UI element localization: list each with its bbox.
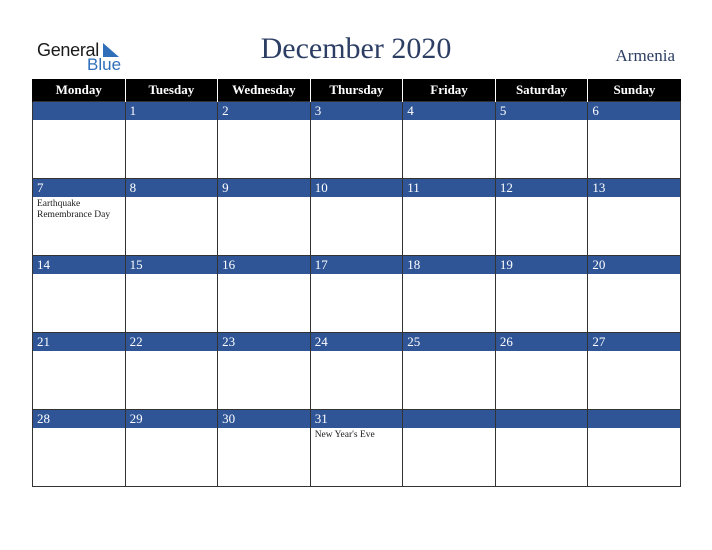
- day-number: 7: [33, 179, 125, 197]
- holiday-label: [218, 197, 310, 199]
- day-cell: [310, 410, 403, 487]
- holiday-label: [588, 351, 680, 353]
- holiday-label: [403, 120, 495, 122]
- day-number: 4: [403, 102, 495, 120]
- day-cell: [310, 179, 403, 256]
- holiday-label: [33, 274, 125, 276]
- day-cell: [125, 410, 218, 487]
- day-cell: [588, 256, 681, 333]
- holiday-label: [496, 197, 588, 199]
- weekday-header: Friday: [403, 79, 496, 102]
- day-number: 5: [496, 102, 588, 120]
- day-number: 11: [403, 179, 495, 197]
- day-cell: [125, 179, 218, 256]
- day-cell: [33, 179, 126, 256]
- day-cell: [495, 333, 588, 410]
- day-cell: [403, 256, 496, 333]
- holiday-label: [588, 274, 680, 276]
- day-number: 17: [311, 256, 403, 274]
- day-number: [588, 410, 680, 428]
- holiday-label: [126, 120, 218, 122]
- day-number: 27: [588, 333, 680, 351]
- day-cell: [495, 256, 588, 333]
- day-cell: [403, 333, 496, 410]
- day-cell: [588, 179, 681, 256]
- day-number: 14: [33, 256, 125, 274]
- day-cell: [588, 333, 681, 410]
- day-cell: [588, 102, 681, 179]
- day-cell: [125, 333, 218, 410]
- day-cell: [218, 333, 311, 410]
- month-calendar: [32, 79, 681, 487]
- holiday-label: [33, 120, 125, 122]
- week-row: [33, 256, 681, 333]
- day-cell: [495, 102, 588, 179]
- page-title: December 2020: [260, 32, 452, 65]
- day-cell: [33, 256, 126, 333]
- day-number: 6: [588, 102, 680, 120]
- day-cell: [33, 333, 126, 410]
- weekday-header: Thursday: [310, 79, 403, 102]
- holiday-label: [311, 120, 403, 122]
- holiday-label: [218, 428, 310, 430]
- logo-text-blue: Blue: [87, 55, 122, 74]
- holiday-label: [496, 428, 588, 430]
- day-cell: [33, 102, 126, 179]
- holiday-label: [126, 351, 218, 353]
- weekday-header: Saturday: [495, 79, 588, 102]
- day-cell: [125, 256, 218, 333]
- weekday-header: Tuesday: [125, 79, 218, 102]
- holiday-label: [218, 351, 310, 353]
- country-label: Armenia: [615, 46, 675, 65]
- day-number: 26: [496, 333, 588, 351]
- holiday-label: [496, 351, 588, 353]
- day-number: 30: [218, 410, 310, 428]
- day-number: 9: [218, 179, 310, 197]
- day-cell: [310, 256, 403, 333]
- weekday-header: Monday: [33, 79, 126, 102]
- day-number: 1: [126, 102, 218, 120]
- day-number: 24: [311, 333, 403, 351]
- holiday-label: [588, 120, 680, 122]
- holiday-label: New Year's Eve: [314, 430, 375, 440]
- weekday-header: Wednesday: [218, 79, 311, 102]
- holiday-label: [588, 428, 680, 430]
- day-number: [496, 410, 588, 428]
- week-row: [33, 410, 681, 487]
- weekday-header: Sunday: [588, 79, 681, 102]
- holiday-label: [311, 274, 403, 276]
- week-row: [33, 333, 681, 410]
- holiday-label: [311, 351, 403, 353]
- holiday-label: [496, 120, 588, 122]
- day-cell: [310, 102, 403, 179]
- day-cell: [403, 179, 496, 256]
- holiday-label: [218, 274, 310, 276]
- day-number: 3: [311, 102, 403, 120]
- logo-text-general: General: [37, 40, 99, 60]
- day-cell: [218, 410, 311, 487]
- day-cell: [588, 410, 681, 487]
- holiday-label: [403, 351, 495, 353]
- week-row: [33, 102, 681, 179]
- day-number: 2: [218, 102, 310, 120]
- day-number: 10: [311, 179, 403, 197]
- day-cell: [403, 102, 496, 179]
- day-cell: [33, 410, 126, 487]
- day-cell: [218, 102, 311, 179]
- day-number: 12: [496, 179, 588, 197]
- holiday-label: [33, 351, 125, 353]
- weekday-header-row: [33, 79, 681, 102]
- day-number: 13: [588, 179, 680, 197]
- day-cell: [310, 333, 403, 410]
- day-number: 29: [126, 410, 218, 428]
- day-number: 22: [126, 333, 218, 351]
- day-number: 18: [403, 256, 495, 274]
- holiday-label: [126, 428, 218, 430]
- day-cell: [495, 410, 588, 487]
- day-cell: [218, 256, 311, 333]
- day-number: 31: [311, 410, 403, 428]
- day-cell: [218, 179, 311, 256]
- day-number: 8: [126, 179, 218, 197]
- holiday-label: [311, 197, 403, 199]
- day-number: [403, 410, 495, 428]
- day-number: 19: [496, 256, 588, 274]
- holiday-label: [33, 428, 125, 430]
- holiday-label: Earthquake Remembrance Day: [37, 199, 111, 220]
- day-number: [33, 102, 125, 120]
- day-cell: [403, 410, 496, 487]
- day-number: 25: [403, 333, 495, 351]
- holiday-label: [126, 274, 218, 276]
- holiday-label: [126, 197, 218, 199]
- week-row: [33, 179, 681, 256]
- day-number: 21: [33, 333, 125, 351]
- holiday-label: [496, 274, 588, 276]
- holiday-label: [403, 274, 495, 276]
- day-number: 23: [218, 333, 310, 351]
- day-number: 15: [126, 256, 218, 274]
- holiday-label: [588, 197, 680, 199]
- day-number: 16: [218, 256, 310, 274]
- day-cell: [125, 102, 218, 179]
- holiday-label: [218, 120, 310, 122]
- day-cell: [495, 179, 588, 256]
- day-number: 28: [33, 410, 125, 428]
- day-number: 20: [588, 256, 680, 274]
- holiday-label: [403, 428, 495, 430]
- holiday-label: [403, 197, 495, 199]
